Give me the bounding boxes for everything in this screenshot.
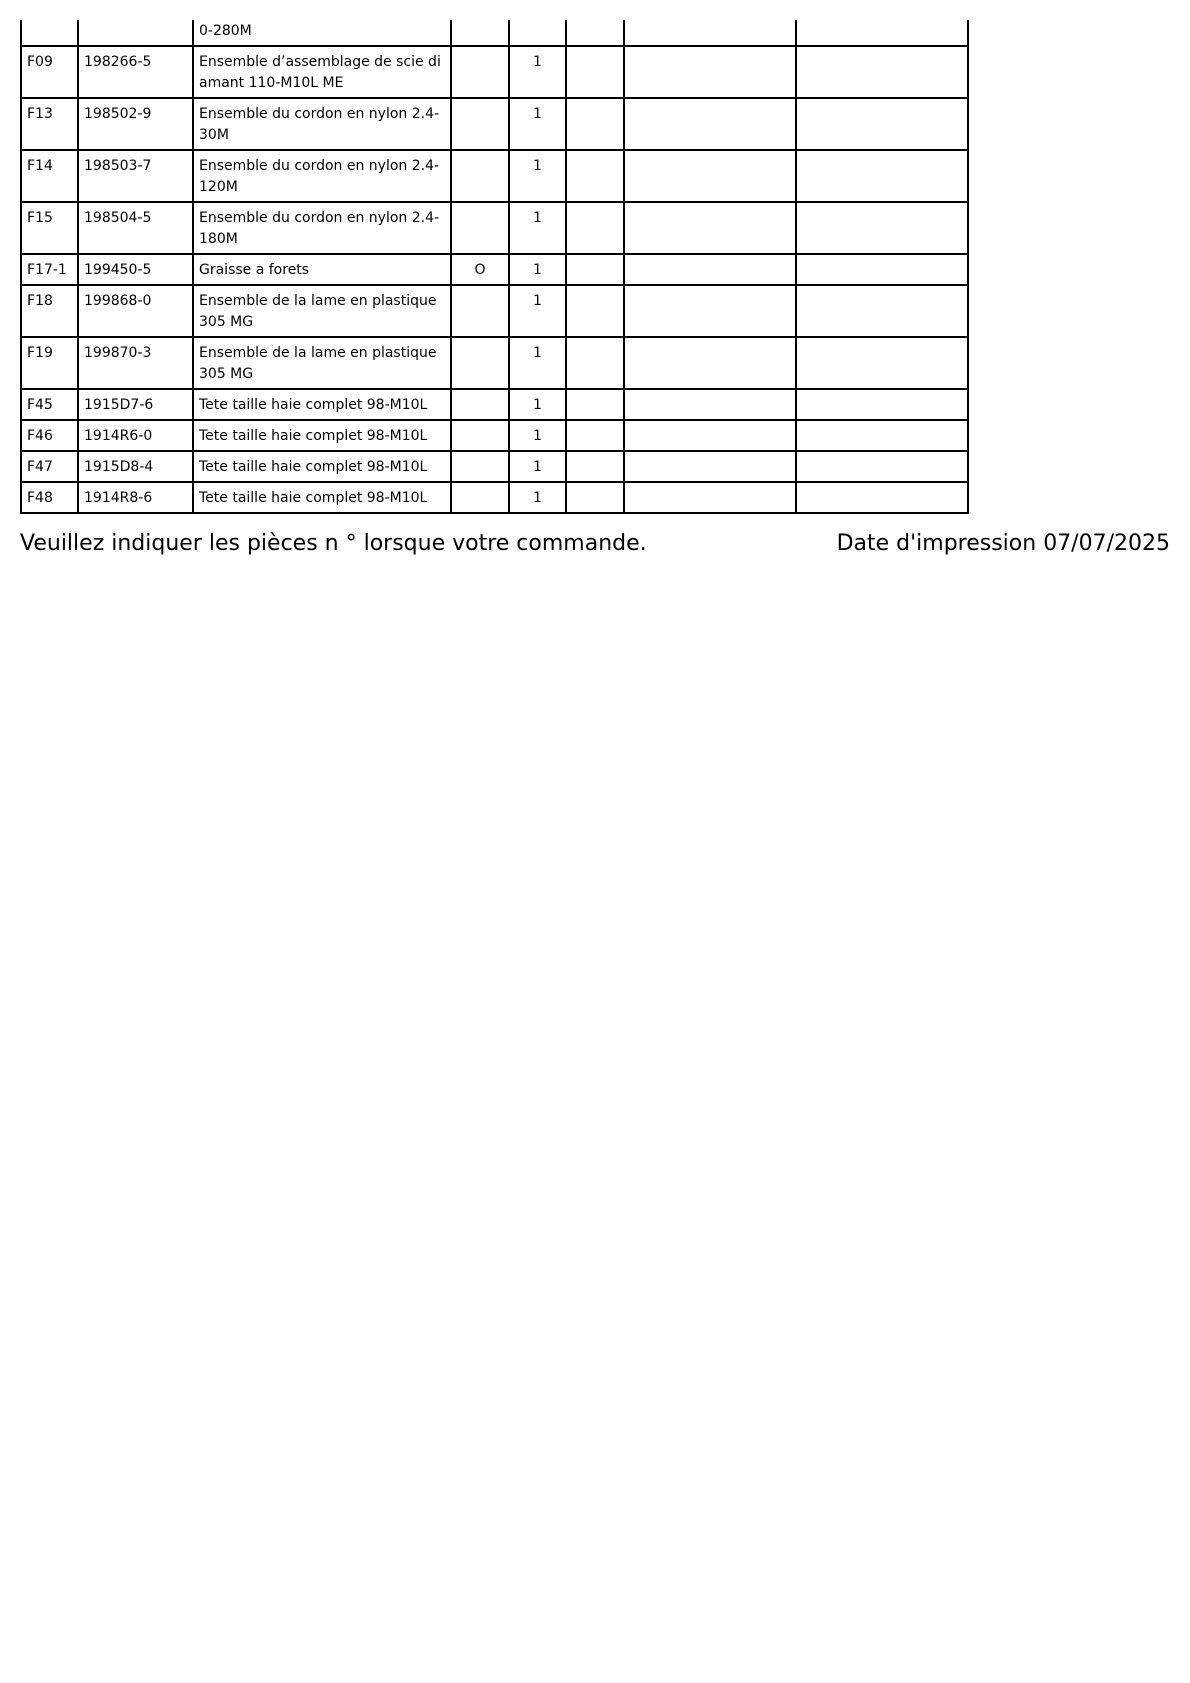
cell-mark (451, 150, 509, 202)
cell-mark (451, 389, 509, 420)
cell-blank (566, 482, 624, 513)
cell-description: Ensemble du cordon en nylon 2.4-120M (193, 150, 451, 202)
cell-item-number: F45 (21, 389, 78, 420)
cell-item-number: F47 (21, 451, 78, 482)
cell-blank (566, 46, 624, 98)
cell-description: Tete taille haie complet 98-M10L (193, 451, 451, 482)
cell-description: 0-280M (193, 20, 451, 46)
cell-blank (796, 202, 968, 254)
cell-blank (566, 451, 624, 482)
table-row (21, 451, 968, 482)
cell-item-number: F48 (21, 482, 78, 513)
cell-blank (796, 337, 968, 389)
cell-part-number (78, 20, 193, 46)
table-row (21, 420, 968, 451)
cell-mark (451, 202, 509, 254)
cell-blank (624, 285, 796, 337)
cell-part-number: 198502-9 (78, 98, 193, 150)
cell-part-number: 1915D7-6 (78, 389, 193, 420)
cell-blank (566, 389, 624, 420)
cell-description: Graisse a forets (193, 254, 451, 285)
cell-description: Ensemble d’assemblage de scie diamant 110-M10L ME (193, 46, 451, 98)
cell-blank (796, 254, 968, 285)
cell-quantity: 1 (509, 46, 566, 98)
cell-blank (624, 482, 796, 513)
cell-part-number: 198504-5 (78, 202, 193, 254)
cell-mark: O (451, 254, 509, 285)
cell-blank (566, 420, 624, 451)
parts-table (20, 20, 969, 514)
cell-item-number: F17-1 (21, 254, 78, 285)
cell-quantity: 1 (509, 451, 566, 482)
print-date: Date d'impression 07/07/2025 (836, 531, 1170, 556)
cell-quantity: 1 (509, 337, 566, 389)
parts-table-body (21, 20, 968, 513)
cell-item-number: F19 (21, 337, 78, 389)
cell-mark (451, 482, 509, 513)
cell-blank (566, 202, 624, 254)
cell-part-number: 199450-5 (78, 254, 193, 285)
cell-mark (451, 20, 509, 46)
cell-quantity: 1 (509, 150, 566, 202)
cell-blank (566, 337, 624, 389)
cell-mark (451, 285, 509, 337)
cell-part-number: 199870-3 (78, 337, 193, 389)
cell-blank (624, 420, 796, 451)
cell-quantity: 1 (509, 285, 566, 337)
cell-blank (624, 451, 796, 482)
cell-blank (624, 254, 796, 285)
table-row (21, 20, 968, 46)
cell-blank (796, 451, 968, 482)
cell-quantity: 1 (509, 98, 566, 150)
cell-blank (566, 254, 624, 285)
cell-mark (451, 98, 509, 150)
cell-description: Ensemble de la lame en plastique 305 MG (193, 285, 451, 337)
cell-blank (796, 482, 968, 513)
table-row (21, 98, 968, 150)
table-row (21, 150, 968, 202)
table-row (21, 285, 968, 337)
cell-quantity: 1 (509, 420, 566, 451)
cell-part-number: 1915D8-4 (78, 451, 193, 482)
cell-item-number: F18 (21, 285, 78, 337)
cell-item-number: F09 (21, 46, 78, 98)
cell-blank (624, 389, 796, 420)
cell-item-number: F46 (21, 420, 78, 451)
cell-blank (796, 20, 968, 46)
cell-quantity: 1 (509, 254, 566, 285)
table-row (21, 254, 968, 285)
cell-part-number: 1914R6-0 (78, 420, 193, 451)
cell-blank (796, 420, 968, 451)
table-row (21, 46, 968, 98)
cell-blank (796, 150, 968, 202)
cell-description: Ensemble de la lame en plastique 305 MG (193, 337, 451, 389)
table-row (21, 337, 968, 389)
cell-description: Ensemble du cordon en nylon 2.4-30M (193, 98, 451, 150)
cell-description: Ensemble du cordon en nylon 2.4-180M (193, 202, 451, 254)
cell-mark (451, 337, 509, 389)
cell-item-number: F15 (21, 202, 78, 254)
cell-blank (796, 285, 968, 337)
cell-blank (796, 389, 968, 420)
cell-blank (566, 98, 624, 150)
cell-blank (624, 98, 796, 150)
table-row (21, 202, 968, 254)
cell-quantity: 1 (509, 202, 566, 254)
cell-quantity: 1 (509, 389, 566, 420)
cell-blank (796, 46, 968, 98)
cell-blank (624, 150, 796, 202)
cell-item-number: F13 (21, 98, 78, 150)
cell-blank (566, 150, 624, 202)
cell-item-number: F14 (21, 150, 78, 202)
cell-blank (796, 98, 968, 150)
cell-mark (451, 451, 509, 482)
cell-quantity: 1 (509, 482, 566, 513)
cell-blank (624, 46, 796, 98)
table-row (21, 482, 968, 513)
cell-blank (566, 285, 624, 337)
cell-part-number: 198503-7 (78, 150, 193, 202)
cell-mark (451, 46, 509, 98)
order-instruction-note: Veuillez indiquer les pièces n ° lorsque votre commande. (20, 531, 647, 556)
cell-description: Tete taille haie complet 98-M10L (193, 482, 451, 513)
table-row (21, 389, 968, 420)
cell-blank (566, 20, 624, 46)
cell-description: Tete taille haie complet 98-M10L (193, 389, 451, 420)
cell-quantity (509, 20, 566, 46)
cell-blank (624, 337, 796, 389)
cell-blank (624, 202, 796, 254)
cell-part-number: 198266-5 (78, 46, 193, 98)
cell-description: Tete taille haie complet 98-M10L (193, 420, 451, 451)
cell-part-number: 199868-0 (78, 285, 193, 337)
cell-part-number: 1914R8-6 (78, 482, 193, 513)
cell-blank (624, 20, 796, 46)
cell-item-number (21, 20, 78, 46)
cell-mark (451, 420, 509, 451)
